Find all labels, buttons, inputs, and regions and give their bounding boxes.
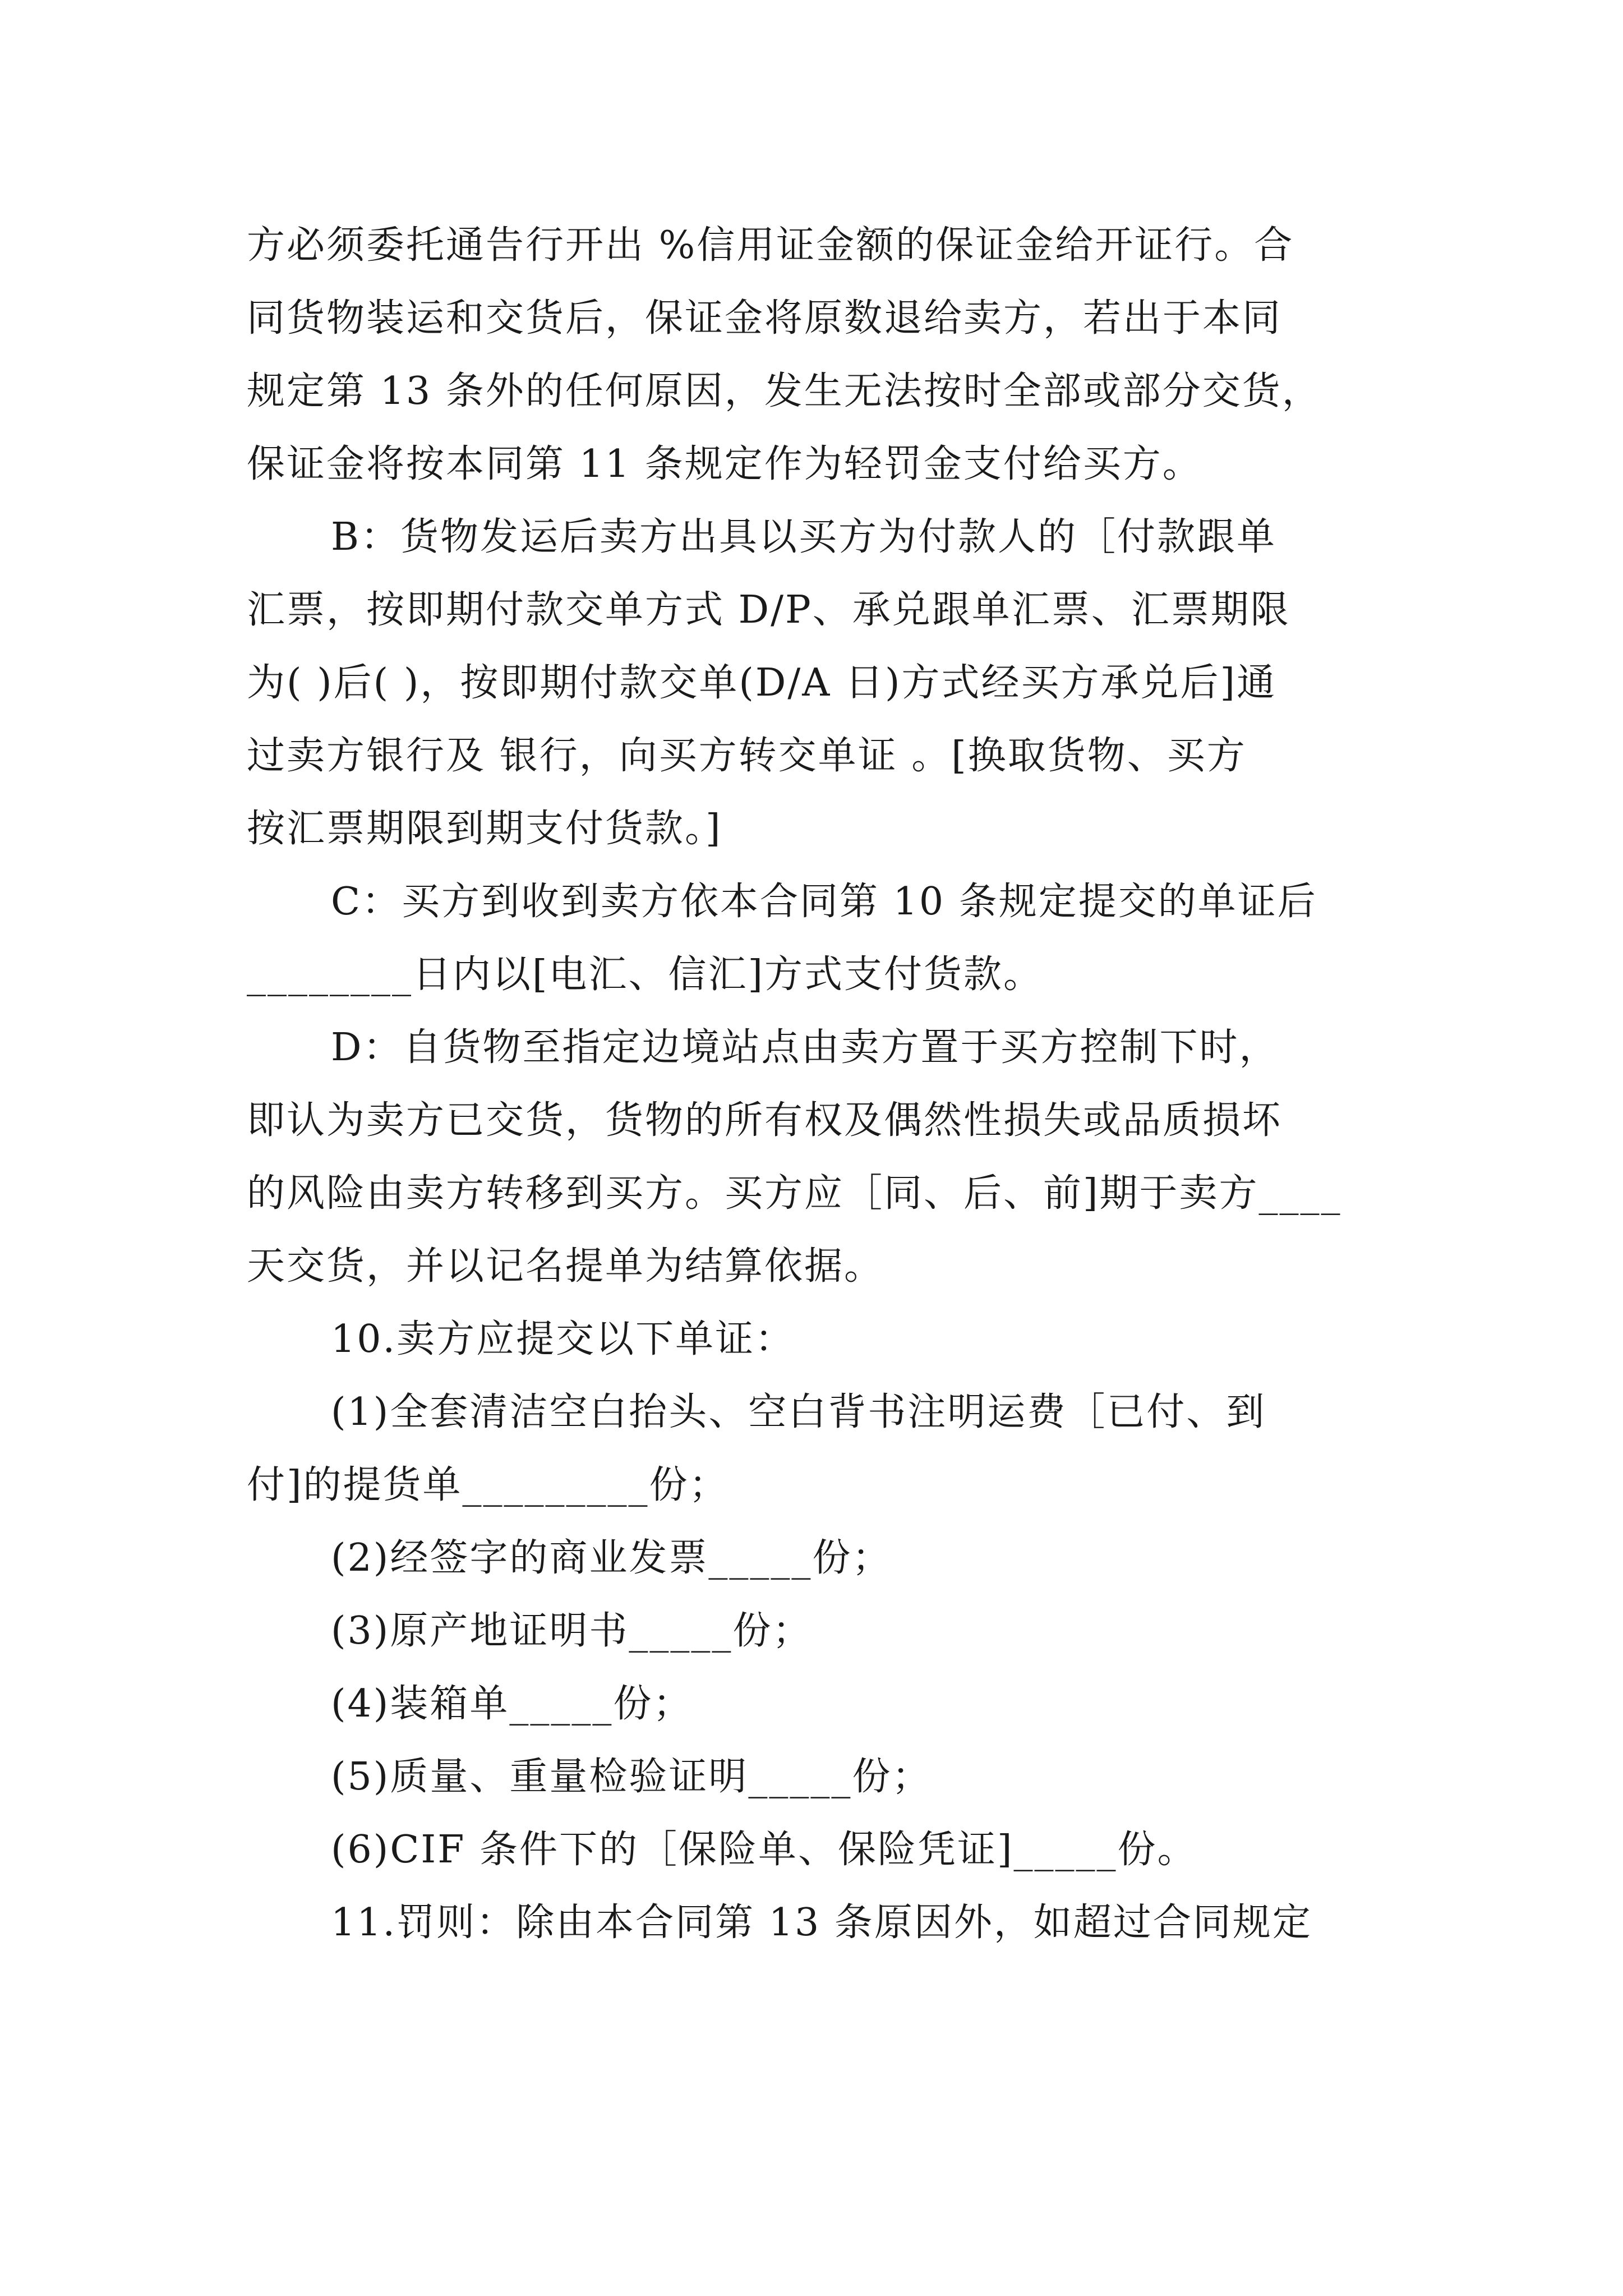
text-line: 即认为卖方已交货，货物的所有权及偶然性损失或品质损坏: [247, 1098, 1283, 1143]
item-3-line: (3)原产地证明书_____份；: [331, 1609, 813, 1653]
item-5-line: (5)质量、重量检验证明_____份；: [331, 1755, 932, 1799]
section-11-line: 11.罚则：除由本合同第 13 条原因外，如超过合同规定: [331, 1901, 1312, 1945]
text-line: 规定第 13 条外的任何原因，发生无法按时全部或部分交货，: [247, 369, 1322, 413]
text-line: 按汇票期限到期支付货款。]: [247, 807, 722, 851]
paragraph-d-line: D：自货物至指定边境站点由卖方置于买方控制下时，: [331, 1025, 1279, 1070]
paragraph-b-line: B：货物发运后卖方出具以买方为付款人的［付款跟单: [331, 515, 1276, 559]
text-line: 方必须委托通告行开出 %信用证金额的保证金给开证行。合: [247, 223, 1294, 268]
item-4-line: (4)装箱单_____份；: [331, 1682, 693, 1726]
text-line: 保证金将按本同第 11 条规定作为轻罚金支付给买方。: [247, 442, 1202, 486]
paragraph-c-line: C：买方到收到卖方依本合同第 10 条规定提交的单证后: [331, 880, 1317, 924]
text-line: 为( )后( )，按即期付款交单(D/A 日)方式经买方承兑后]通: [247, 661, 1277, 705]
text-line: ________日内以[电汇、信汇]方式支付货款。: [247, 953, 1044, 997]
text-line: 汇票，按即期付款交单方式 D/P、承兑跟单汇票、汇票期限: [247, 588, 1290, 632]
item-1-line: (1)全套清洁空白抬头、空白背书注明运费［已付、到: [331, 1390, 1266, 1434]
text-line: 天交货，并以记名提单为结算依据。: [247, 1244, 884, 1289]
text-line: 同货物装运和交货后，保证金将原数退给卖方，若出于本同: [247, 296, 1283, 341]
section-10-heading: 10.卖方应提交以下单证：: [331, 1317, 795, 1361]
text-line: 付]的提货单_________份；: [247, 1463, 729, 1507]
text-line: 过卖方银行及 银行，向买方转交单证 。[换取货物、买方: [247, 734, 1247, 778]
item-2-line: (2)经签字的商业发票_____份；: [331, 1536, 892, 1580]
item-6-line: (6)CIF 条件下的［保险单、保险凭证]_____份。: [331, 1828, 1197, 1872]
text-line: 的风险由卖方转移到买方。买方应［同、后、前]期于卖方____: [247, 1171, 1342, 1216]
